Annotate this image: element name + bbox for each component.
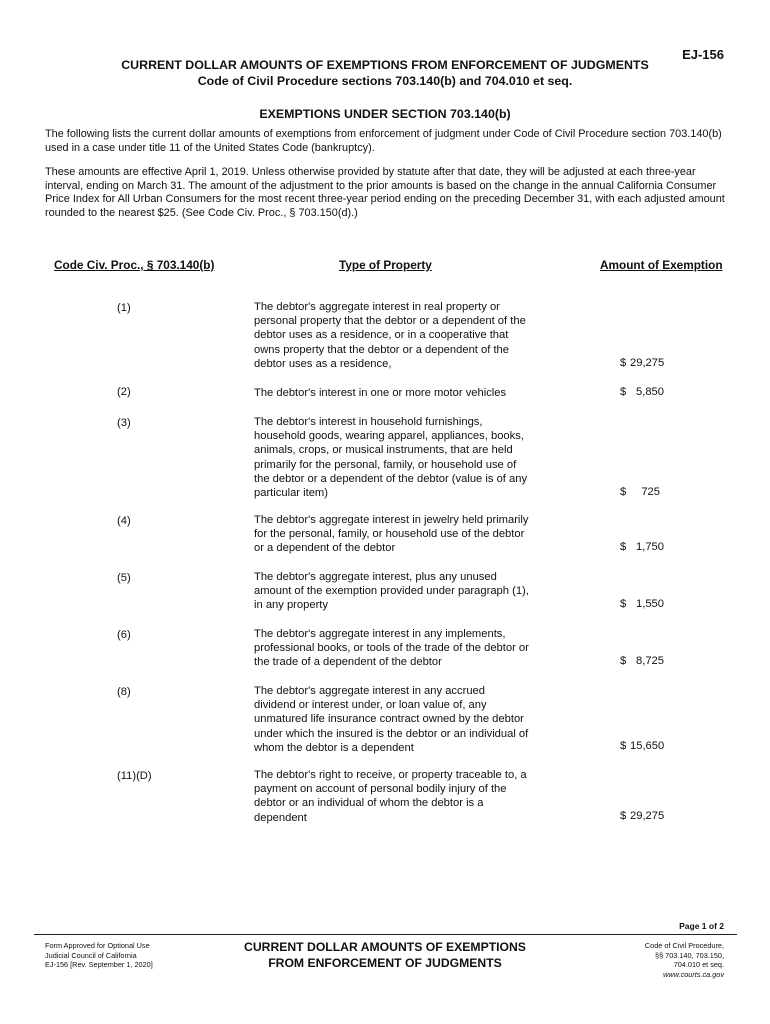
column-header-code: Code Civ. Proc., § 703.140(b): [54, 258, 215, 272]
footer-left-line: Form Approved for Optional Use: [45, 941, 150, 950]
row-code: (5): [117, 572, 131, 584]
row-description: The debtor's interest in household furnishings, household goods, wearing apparel, appliances, books, animals, crops, or musical instruments, that are held primarily for the personal, family, or household use of the debtor or a dependent of the debtor (value is of any particular item): [254, 416, 528, 500]
footer-left-line: EJ-156 [Rev. September 1, 2020]: [45, 960, 153, 969]
row-code: (11)(D): [117, 770, 152, 782]
row-amount: 8,725: [636, 655, 664, 667]
row-currency: $: [620, 810, 627, 822]
row-amount: 29,275: [630, 357, 665, 369]
row-currency: $: [620, 541, 627, 553]
row-amount: 1,550: [636, 598, 664, 610]
section-title: EXEMPTIONS UNDER SECTION 703.140(b): [259, 107, 511, 121]
footer-right-line: §§ 703.140, 703.150,: [655, 950, 724, 960]
footer-title-line: CURRENT DOLLAR AMOUNTS OF EXEMPTIONS: [244, 940, 526, 954]
row-amount: 29,275: [630, 810, 665, 822]
footer-right-line: 704.010 et seq.: [673, 960, 724, 969]
footer-right-line: Code of Civil Procedure,: [644, 941, 724, 950]
row-amount: 15,650: [630, 740, 665, 752]
row-currency: $: [620, 357, 627, 369]
column-header-amount: Amount of Exemption: [600, 258, 723, 272]
row-code: (6): [117, 629, 131, 641]
footer-website-link[interactable]: www.courts.ca.gov: [663, 969, 724, 979]
row-description: The debtor's aggregate interest in jewelry held primarily for the personal, family, or household use of the debtor or a dependent of the debtor: [254, 514, 529, 555]
intro-paragraph-2: These amounts are effective April 1, 2019. Unless otherwise provided by statute after that date, they will be adjusted at each three-year interval, ending on March 31. The amount of the adjustment to the prior amounts is based on the change in the annual California Consumer Price Index for All Urban Consumers for the most recent three-year period ending on the preceding December 31, with each adjusted amount rounded to the nearest $25. (See Code Civ. Proc., § 703.150(d).): [45, 166, 725, 219]
document-subtitle: Code of Civil Procedure sections 703.140(b) and 704.010 et seq.: [197, 74, 573, 88]
row-description: The debtor's aggregate interest in any accrued dividend or interest under, or loan value of, any unmatured life insurance contract owned by the debtor under which the insured is the debtor or an individual of whom the debtor is a dependent: [254, 685, 529, 754]
row-amount: 5,850: [636, 386, 664, 398]
row-code: (4): [117, 515, 131, 527]
row-code: (8): [117, 686, 131, 698]
row-code: (1): [117, 302, 131, 314]
row-description: The debtor's aggregate interest in real property or personal property that the debtor or a dependent of the debtor uses as a residence, or in a cooperative that owns property that the debtor or a dependent of the debtor uses as a residence,: [254, 301, 526, 370]
row-currency: $: [620, 655, 627, 667]
row-currency: $: [620, 386, 627, 398]
row-description: The debtor's aggregate interest, plus any unused amount of the exemption provided under paragraph (1), in any property: [254, 571, 529, 612]
footer-form-info: [45, 941, 153, 970]
form-number: EJ-156: [682, 47, 724, 62]
row-description: The debtor's interest in one or more motor vehicles: [254, 387, 507, 399]
row-currency: $: [620, 598, 627, 610]
footer-title: [200, 939, 570, 971]
row-code: (3): [117, 417, 131, 429]
column-header-type: Type of Property: [339, 258, 432, 272]
footer-citation: [645, 941, 724, 979]
document-title: CURRENT DOLLAR AMOUNTS OF EXEMPTIONS FROM ENFORCEMENT OF JUDGMENTS: [121, 58, 649, 72]
footer-divider: [34, 934, 737, 935]
footer-title-line: FROM ENFORCEMENT OF JUDGMENTS: [268, 956, 502, 970]
row-amount: 1,750: [636, 541, 664, 553]
intro-paragraph-1: The following lists the current dollar amounts of exemptions from enforcement of judgment under Code of Civil Procedure section 703.140(b) used in a case under title 11 of the United States Code (bankruptcy).: [45, 128, 722, 154]
footer-left-line: Judicial Council of California: [45, 950, 137, 960]
row-description: The debtor's aggregate interest in any implements, professional books, or tools of the trade of the debtor or the trade of a dependent of the debtor: [254, 628, 529, 669]
row-currency: $: [620, 740, 627, 752]
page-number: Page 1 of 2: [679, 921, 724, 931]
row-code: (2): [117, 386, 131, 398]
row-description: The debtor's right to receive, or property traceable to, a payment on account of personal bodily injury of the debtor or an individual of whom the debtor is a dependent: [254, 769, 527, 824]
row-currency: $: [620, 486, 627, 498]
row-amount: 725: [641, 486, 660, 498]
